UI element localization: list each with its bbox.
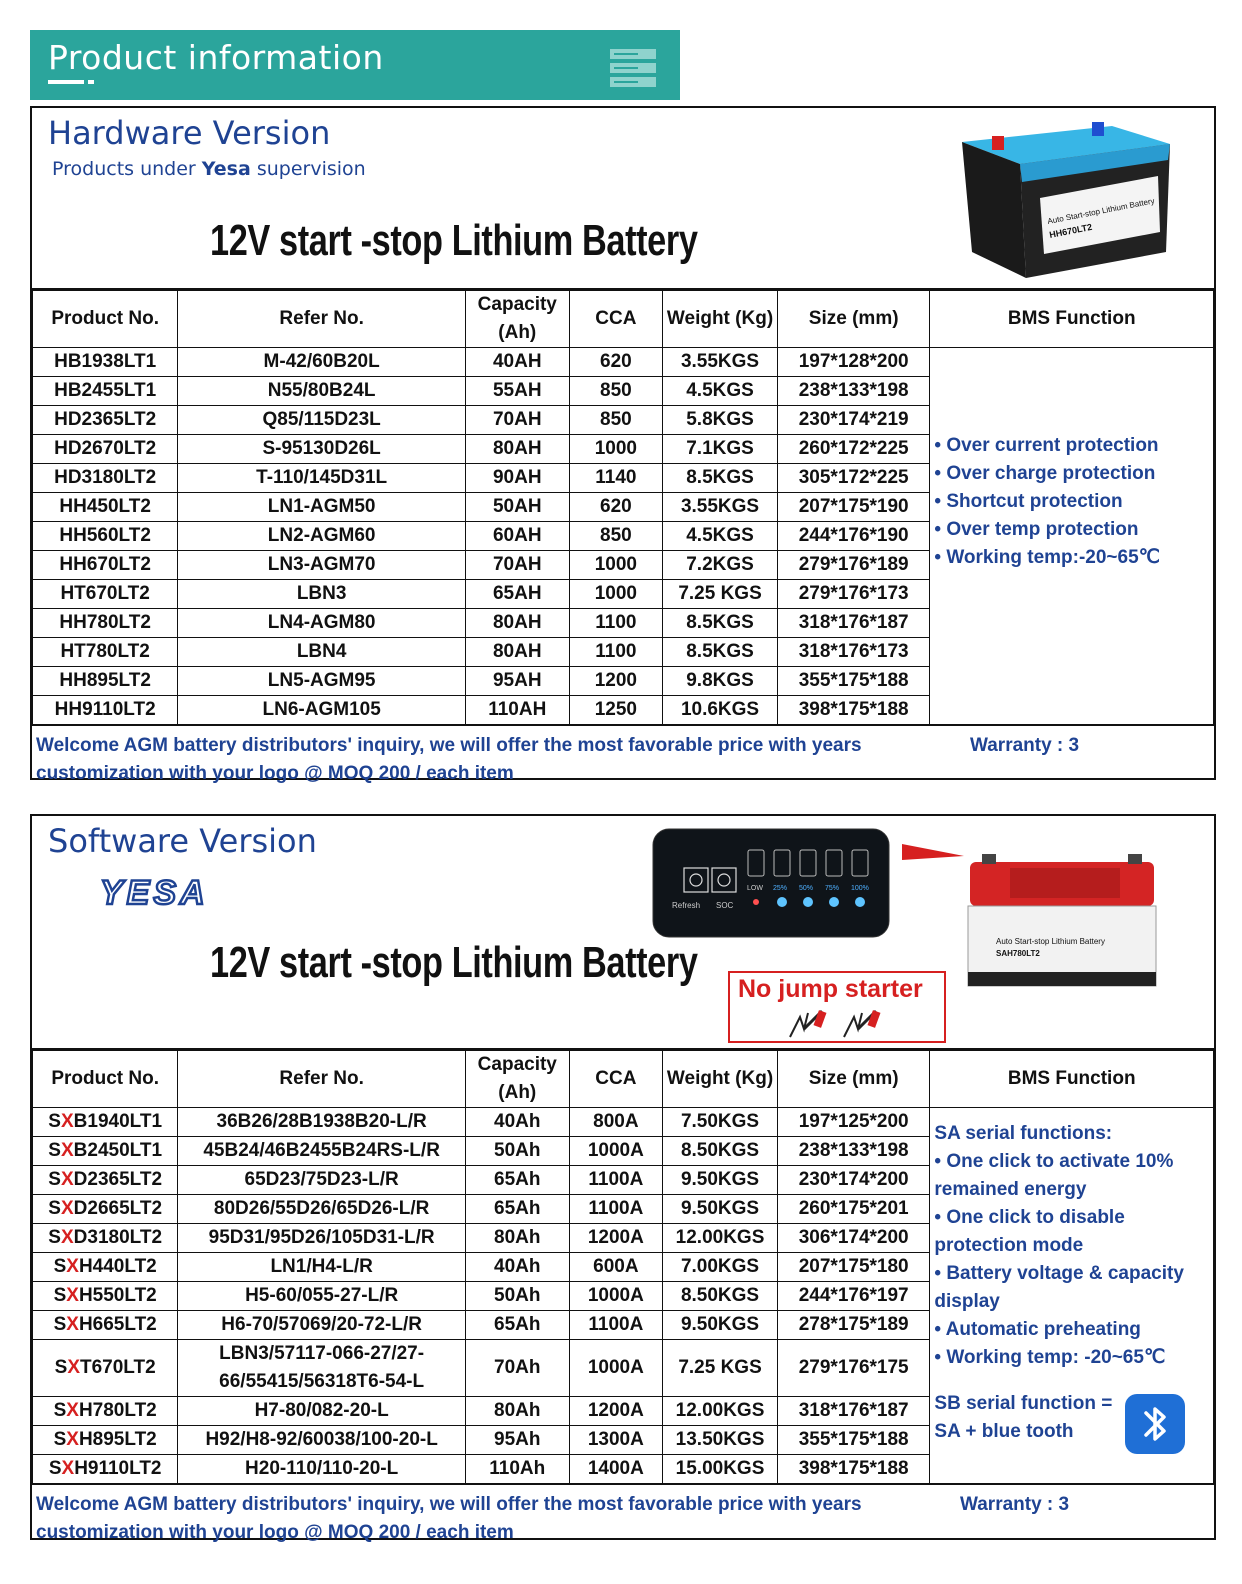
table-cell: 398*175*188: [777, 1455, 929, 1484]
bms-item: • One click to disable: [934, 1207, 1125, 1228]
battery-label-1: Auto Start-stop Lithium Battery: [1046, 196, 1156, 226]
software-title: Software Version: [48, 822, 317, 860]
product-no-cell: SXD2365LT2: [33, 1166, 178, 1195]
table-cell: 279*176*175: [777, 1340, 929, 1397]
table-cell: 1000A: [569, 1340, 663, 1397]
svg-text:75%: 75%: [825, 885, 840, 892]
table-cell: H20-110/110-20-L: [178, 1455, 466, 1484]
table-cell: 65Ah: [465, 1166, 569, 1195]
table-cell: 355*175*188: [777, 667, 929, 696]
table-cell: LBN4: [178, 638, 466, 667]
col-capacity: Capacity (Ah): [465, 291, 569, 348]
table-cell: 80Ah: [465, 1224, 569, 1253]
software-header: [32, 816, 1214, 1050]
table-cell: 65Ah: [465, 1311, 569, 1340]
software-table: [32, 1050, 1214, 1484]
table-cell: 1200A: [569, 1224, 663, 1253]
table-cell: LBN3/57117-066-27/27-66/55415/56318T6-54-L: [178, 1340, 466, 1397]
product-no-cell: SXB1940LT1: [33, 1108, 178, 1137]
banner-dot: [88, 80, 94, 84]
product-no-cell: SXH665LT2: [33, 1311, 178, 1340]
table-row: [33, 348, 1214, 377]
svg-text:YESA: YESA: [100, 874, 209, 910]
table-cell: 45B24/46B2455B24RS-L/R: [178, 1137, 466, 1166]
table-cell: 1100: [569, 638, 663, 667]
table-cell: H6-70/57069/20-72-L/R: [178, 1311, 466, 1340]
table-row: [33, 1108, 1214, 1137]
sb-serial-line-2: SA + blue tooth: [934, 1421, 1074, 1442]
table-cell: H5-60/055-27-L/R: [178, 1282, 466, 1311]
table-cell: 70AH: [465, 406, 569, 435]
table-cell: 1000: [569, 551, 663, 580]
table-cell: 9.50KGS: [663, 1311, 778, 1340]
table-cell: 12.00KGS: [663, 1224, 778, 1253]
software-section: [30, 814, 1216, 1543]
hardware-header: [32, 108, 1214, 290]
product-no-cell: SXB2450LT1: [33, 1137, 178, 1166]
table-cell: 95Ah: [465, 1426, 569, 1455]
table-cell: LBN3: [178, 580, 466, 609]
table-cell: 8.50KGS: [663, 1137, 778, 1166]
table-cell: 318*176*187: [777, 609, 929, 638]
col-cca: CCA: [569, 291, 663, 348]
svg-text:SAH780LT2: SAH780LT2: [996, 949, 1040, 958]
col-product-no: Product No.: [33, 291, 178, 348]
table-cell: 80AH: [465, 638, 569, 667]
table-cell: 60AH: [465, 522, 569, 551]
table-cell: 15.00KGS: [663, 1455, 778, 1484]
table-cell: 3.55KGS: [663, 348, 778, 377]
product-no-cell: SXH9110LT2: [33, 1455, 178, 1484]
col-product-no: Product No.: [33, 1051, 178, 1108]
table-cell: 244*176*190: [777, 522, 929, 551]
table-cell: 260*172*225: [777, 435, 929, 464]
table-cell: 70AH: [465, 551, 569, 580]
bms-item: SA serial functions:: [934, 1123, 1113, 1144]
table-cell: 13.50KGS: [663, 1426, 778, 1455]
table-cell: H92/H8-92/60038/100-20-L: [178, 1426, 466, 1455]
col-refer-no: Refer No.: [178, 1051, 466, 1108]
table-cell: 398*175*188: [777, 696, 929, 725]
table-cell: M-42/60B20L: [178, 348, 466, 377]
table-cell: 80Ah: [465, 1397, 569, 1426]
table-cell: 50Ah: [465, 1282, 569, 1311]
bms-item: • Automatic preheating: [934, 1319, 1141, 1340]
table-cell: 207*175*190: [777, 493, 929, 522]
table-cell: 65AH: [465, 580, 569, 609]
product-no-cell: SXD3180LT2: [33, 1224, 178, 1253]
yesa-logo: [98, 874, 238, 910]
table-cell: 9.50KGS: [663, 1195, 778, 1224]
col-bms: BMS Function: [930, 291, 1214, 348]
table-cell: N55/80B24L: [178, 377, 466, 406]
table-cell: 1200A: [569, 1397, 663, 1426]
no-jump-starter-text: No jump starter: [738, 975, 923, 1003]
table-cell: 1000A: [569, 1282, 663, 1311]
table-cell: 279*176*189: [777, 551, 929, 580]
table-cell: 7.25 KGS: [663, 580, 778, 609]
red-pointer-arrow: [902, 844, 964, 862]
bms-item: • Battery voltage & capacity: [934, 1263, 1184, 1284]
battery-image-blue: [952, 112, 1186, 284]
hardware-footer-text: Welcome AGM battery distributors' inquiry, we will offer the most favorable price with years customization with your logo @ MOQ 200 / each item: [36, 735, 862, 784]
table-cell: 4.5KGS: [663, 377, 778, 406]
bms-item: remained energy: [934, 1179, 1087, 1200]
table-cell: 1100A: [569, 1311, 663, 1340]
hardware-section: [30, 106, 1216, 784]
software-warranty: Warranty : 3: [960, 1494, 1070, 1515]
product-no-cell: SXT670LT2: [33, 1340, 178, 1397]
table-cell: 80AH: [465, 435, 569, 464]
table-cell: HT670LT2: [33, 580, 178, 609]
table-cell: HD2670LT2: [33, 435, 178, 464]
table-cell: 10.6KGS: [663, 696, 778, 725]
table-cell: LN6-AGM105: [178, 696, 466, 725]
table-cell: 70Ah: [465, 1340, 569, 1397]
svg-text:SOC: SOC: [716, 901, 734, 910]
hardware-heading: 12V start -stop Lithium Battery: [210, 216, 698, 265]
table-cell: 1100: [569, 609, 663, 638]
table-cell: 230*174*200: [777, 1166, 929, 1195]
software-heading: 12V start -stop Lithium Battery: [210, 938, 698, 987]
table-cell: 355*175*188: [777, 1426, 929, 1455]
table-cell: HT780LT2: [33, 638, 178, 667]
hardware-table: [32, 290, 1214, 725]
table-cell: 279*176*173: [777, 580, 929, 609]
software-footer-text: Welcome AGM battery distributors' inquiry, we will offer the most favorable price with years customization with your logo @ MOQ 200 / each item: [36, 1494, 862, 1543]
table-cell: 238*133*198: [777, 1137, 929, 1166]
table-cell: 55AH: [465, 377, 569, 406]
table-cell: 7.00KGS: [663, 1253, 778, 1282]
table-cell: 110AH: [465, 696, 569, 725]
bluetooth-icon: [1124, 1393, 1186, 1455]
bms-function-cell: [930, 348, 1214, 725]
table-cell: LN1/H4-L/R: [178, 1253, 466, 1282]
svg-text:25%: 25%: [773, 885, 788, 892]
table-cell: 8.5KGS: [663, 609, 778, 638]
product-no-cell: SXD2665LT2: [33, 1195, 178, 1224]
server-icon: [608, 47, 658, 89]
table-cell: 850: [569, 522, 663, 551]
table-cell: LN3-AGM70: [178, 551, 466, 580]
table-cell: 8.5KGS: [663, 464, 778, 493]
table-cell: 197*128*200: [777, 348, 929, 377]
table-cell: 95AH: [465, 667, 569, 696]
product-no-cell: SXH550LT2: [33, 1282, 178, 1311]
table-cell: LN5-AGM95: [178, 667, 466, 696]
svg-text:50%: 50%: [799, 885, 814, 892]
table-cell: 40Ah: [465, 1108, 569, 1137]
table-cell: 260*175*201: [777, 1195, 929, 1224]
no-jump-starter-box: [728, 971, 946, 1043]
hardware-title: Hardware Version: [48, 114, 331, 152]
table-cell: 850: [569, 377, 663, 406]
table-cell: 5.8KGS: [663, 406, 778, 435]
sb-serial-line-1: SB serial function =: [934, 1393, 1113, 1414]
hardware-warranty: Warranty : 3: [970, 735, 1080, 756]
table-cell: 238*133*198: [777, 377, 929, 406]
table-cell: 197*125*200: [777, 1108, 929, 1137]
bms-display-panel: [652, 828, 890, 938]
table-cell: 306*174*200: [777, 1224, 929, 1253]
col-weight: Weight (Kg): [663, 291, 778, 348]
bms-function-cell: [930, 1108, 1214, 1484]
bms-item: protection mode: [934, 1235, 1084, 1256]
table-cell: 8.5KGS: [663, 638, 778, 667]
table-cell: 90AH: [465, 464, 569, 493]
table-cell: HH780LT2: [33, 609, 178, 638]
svg-text:LOW: LOW: [747, 885, 763, 892]
table-cell: 1000A: [569, 1137, 663, 1166]
table-cell: 620: [569, 348, 663, 377]
battery-image-red: [962, 852, 1162, 992]
table-cell: 50AH: [465, 493, 569, 522]
table-cell: 620: [569, 493, 663, 522]
table-cell: 800A: [569, 1108, 663, 1137]
bms-item: • One click to activate 10%: [934, 1151, 1174, 1172]
table-cell: 8.50KGS: [663, 1282, 778, 1311]
col-capacity: Capacity (Ah): [465, 1051, 569, 1108]
hardware-subtitle: Products under Yesa supervision: [52, 158, 366, 180]
table-cell: 230*174*219: [777, 406, 929, 435]
table-cell: 600A: [569, 1253, 663, 1282]
table-cell: LN4-AGM80: [178, 609, 466, 638]
col-bms: BMS Function: [930, 1051, 1214, 1108]
table-cell: 80AH: [465, 609, 569, 638]
table-cell: 9.50KGS: [663, 1166, 778, 1195]
table-cell: HH670LT2: [33, 551, 178, 580]
bms-item: display: [934, 1291, 1000, 1312]
table-cell: 7.2KGS: [663, 551, 778, 580]
banner-title: Product information: [48, 38, 384, 77]
hardware-footer: [32, 725, 1214, 795]
product-no-cell: SXH440LT2: [33, 1253, 178, 1282]
table-cell: 36B26/28B1938B20-L/R: [178, 1108, 466, 1137]
jumper-clamps-icon: [786, 1007, 896, 1041]
col-size: Size (mm): [777, 1051, 929, 1108]
table-cell: 7.1KGS: [663, 435, 778, 464]
col-weight: Weight (Kg): [663, 1051, 778, 1108]
table-cell: 207*175*180: [777, 1253, 929, 1282]
col-cca: CCA: [569, 1051, 663, 1108]
table-cell: 1000: [569, 580, 663, 609]
table-cell: 3.55KGS: [663, 493, 778, 522]
product-info-banner: [30, 30, 680, 100]
table-cell: HD2365LT2: [33, 406, 178, 435]
table-cell: 1300A: [569, 1426, 663, 1455]
battery-label-2: HH670LT2: [1048, 221, 1093, 240]
table-cell: 95D31/95D26/105D31-L/R: [178, 1224, 466, 1253]
table-cell: 65Ah: [465, 1195, 569, 1224]
table-cell: 1200: [569, 667, 663, 696]
table-cell: 1400A: [569, 1455, 663, 1484]
table-cell: 110Ah: [465, 1455, 569, 1484]
table-cell: HB2455LT1: [33, 377, 178, 406]
table-cell: HD3180LT2: [33, 464, 178, 493]
table-cell: 1100A: [569, 1166, 663, 1195]
col-refer-no: Refer No.: [178, 291, 466, 348]
table-cell: 80D26/55D26/65D26-L/R: [178, 1195, 466, 1224]
table-cell: 65D23/75D23-L/R: [178, 1166, 466, 1195]
table-cell: 40Ah: [465, 1253, 569, 1282]
table-cell: 50Ah: [465, 1137, 569, 1166]
bms-item: • Over current protection: [934, 435, 1159, 456]
bms-item: • Shortcut protection: [934, 491, 1123, 512]
table-cell: LN2-AGM60: [178, 522, 466, 551]
table-cell: 318*176*187: [777, 1397, 929, 1426]
bms-item: • Over temp protection: [934, 519, 1139, 540]
table-cell: 12.00KGS: [663, 1397, 778, 1426]
software-footer: [32, 1484, 1214, 1554]
col-size: Size (mm): [777, 291, 929, 348]
table-cell: 244*176*197: [777, 1282, 929, 1311]
table-cell: 7.25 KGS: [663, 1340, 778, 1397]
table-cell: 850: [569, 406, 663, 435]
table-cell: 40AH: [465, 348, 569, 377]
svg-text:100%: 100%: [851, 885, 869, 892]
table-cell: HH9110LT2: [33, 696, 178, 725]
product-no-cell: SXH780LT2: [33, 1397, 178, 1426]
table-cell: T-110/145D31L: [178, 464, 466, 493]
table-cell: 9.8KGS: [663, 667, 778, 696]
table-cell: 4.5KGS: [663, 522, 778, 551]
bms-item: • Over charge protection: [934, 463, 1156, 484]
table-cell: HH560LT2: [33, 522, 178, 551]
table-cell: 1250: [569, 696, 663, 725]
bms-item: • Working temp:-20~65℃: [934, 547, 1160, 568]
table-cell: HH450LT2: [33, 493, 178, 522]
table-cell: 1000: [569, 435, 663, 464]
product-no-cell: SXH895LT2: [33, 1426, 178, 1455]
table-cell: 1100A: [569, 1195, 663, 1224]
table-cell: HB1938LT1: [33, 348, 178, 377]
table-cell: 278*175*189: [777, 1311, 929, 1340]
svg-text:Refresh: Refresh: [672, 901, 701, 910]
table-cell: Q85/115D23L: [178, 406, 466, 435]
table-cell: 1140: [569, 464, 663, 493]
table-cell: 305*172*225: [777, 464, 929, 493]
table-cell: LN1-AGM50: [178, 493, 466, 522]
table-cell: 318*176*173: [777, 638, 929, 667]
table-cell: H7-80/082-20-L: [178, 1397, 466, 1426]
table-cell: S-95130D26L: [178, 435, 466, 464]
table-cell: 7.50KGS: [663, 1108, 778, 1137]
bms-item: • Working temp: -20~65℃: [934, 1347, 1166, 1368]
banner-underline: [48, 80, 84, 84]
table-cell: HH895LT2: [33, 667, 178, 696]
svg-text:Auto Start-stop Lithium Batter: Auto Start-stop Lithium Battery: [996, 937, 1105, 946]
